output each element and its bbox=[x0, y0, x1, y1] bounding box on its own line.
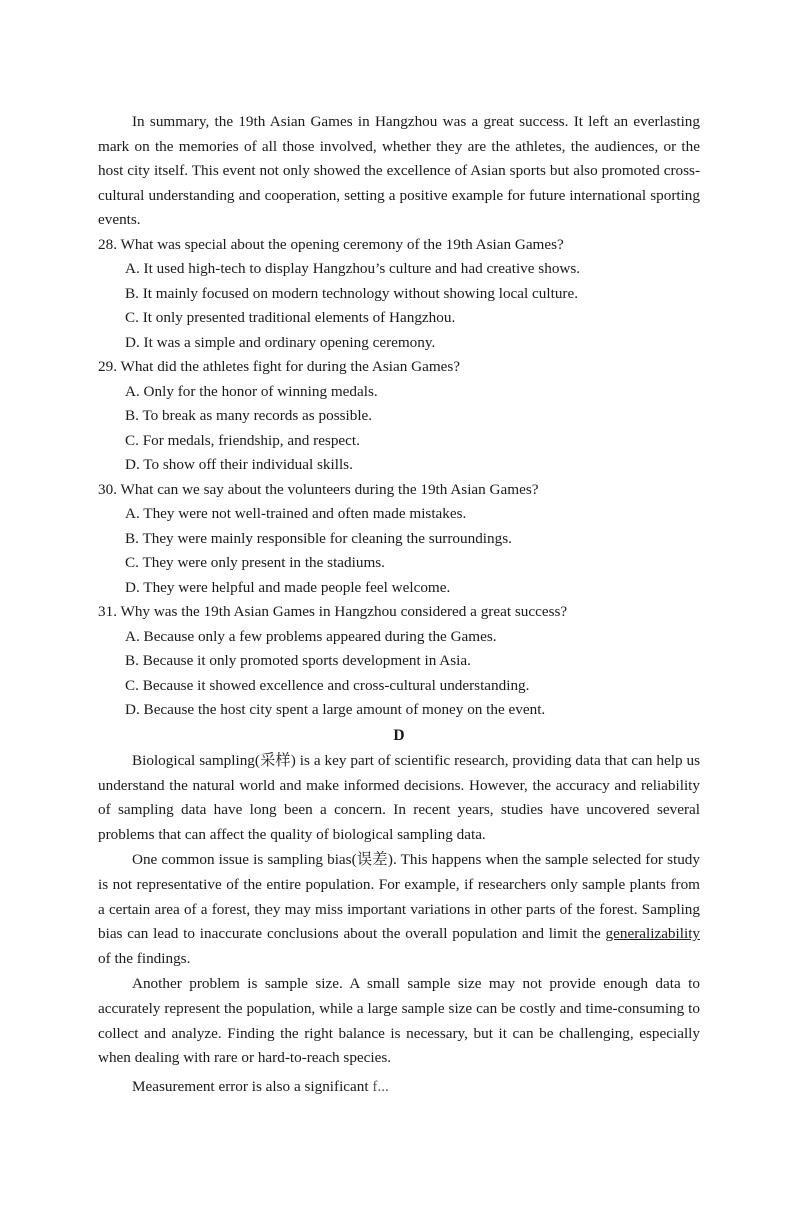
option-c: C. Because it showed excellence and cross-cultural understanding. bbox=[125, 676, 530, 694]
question-stem: 29. What did the athletes fight for during the Asian Games? bbox=[98, 358, 461, 376]
option-d: D. They were helpful and made people feel welcome. bbox=[125, 578, 451, 596]
question-29 bbox=[98, 355, 700, 478]
option-a: A. It used high-tech to display Hangzhou’s culture and had creative shows. bbox=[125, 260, 581, 278]
question-stem: 30. What can we say about the volunteers during the 19th Asian Games? bbox=[98, 480, 539, 498]
option-d: D. It was a simple and ordinary opening ceremony. bbox=[125, 333, 436, 351]
paragraph-2-end: of the findings. bbox=[98, 949, 191, 967]
paragraph-4-partial: Measurement error is also a significant bbox=[132, 1077, 369, 1095]
paragraph-4-fragment: f... bbox=[372, 1077, 389, 1095]
option-a: A. Because only a few problems appeared during the Games. bbox=[125, 627, 497, 645]
option-b: B. Because it only promoted sports development in Asia. bbox=[125, 652, 471, 670]
underlined-word: generalizability bbox=[605, 925, 701, 943]
option-a: A. Only for the honor of winning medals. bbox=[125, 382, 378, 400]
option-c: C. They were only present in the stadiums. bbox=[125, 554, 385, 572]
section-d-paragraph-3: Another problem is sample size. A small sample size may not provide enough data to accurately represent the population, while a large sample size can be costly and time-consuming to collect and analyze. Finding the right balance is necessary, but it can be challenging, especially when dealing with rare or hard-to-reach species. bbox=[98, 975, 700, 1067]
option-c: C. For medals, friendship, and respect. bbox=[125, 431, 360, 449]
question-28 bbox=[98, 233, 700, 356]
section-d-paragraph-1: Biological sampling(采样) is a key part of scientific research, providing data that can help us understand the natural world and make informed decisions. However, the accuracy and reliability of sampling data have long been a concern. In recent years, studies have uncovered several problems that can affect the quality of biological sampling data. bbox=[98, 751, 700, 843]
option-a: A. They were not well-trained and often made mistakes. bbox=[125, 505, 467, 523]
option-b: B. It mainly focused on modern technology without showing local culture. bbox=[125, 284, 579, 302]
option-b: B. They were mainly responsible for cleaning the surroundings. bbox=[125, 529, 512, 547]
section-d-paragraph-4 bbox=[98, 1075, 700, 1100]
question-31 bbox=[98, 600, 700, 723]
section-d-paragraph-2 bbox=[98, 848, 700, 971]
option-d: D. To show off their individual skills. bbox=[125, 456, 353, 474]
section-d-heading: D bbox=[393, 726, 405, 744]
passage-c-conclusion: In summary, the 19th Asian Games in Hangzhou was a great success. It left an everlasting mark on the memories of all those involved, whether they are the athletes, the audiences, or the host city itself. This event not only showed the excellence of Asian sports but also promoted cross-cultural understanding and cooperation, setting a positive example for future international sporting events. bbox=[98, 113, 700, 229]
option-d: D. Because the host city spent a large amount of money on the event. bbox=[125, 701, 546, 719]
question-stem: 28. What was special about the opening ceremony of the 19th Asian Games? bbox=[98, 235, 564, 253]
option-c: C. It only presented traditional elements of Hangzhou. bbox=[125, 309, 456, 327]
question-30 bbox=[98, 478, 700, 601]
paragraph-2-text: One common issue is sampling bias(误差). This happens when the sample selected for study is not representative of the entire population. For example, if researchers only sample plants from a certain area of a forest, they may miss important variations in other parts of the forest. Sampling bias can lead to inaccurate conclusions about the overall population and limit the bbox=[98, 851, 700, 943]
option-b: B. To break as many records as possible. bbox=[125, 407, 373, 425]
question-stem: 31. Why was the 19th Asian Games in Hangzhou considered a great success? bbox=[98, 603, 568, 621]
